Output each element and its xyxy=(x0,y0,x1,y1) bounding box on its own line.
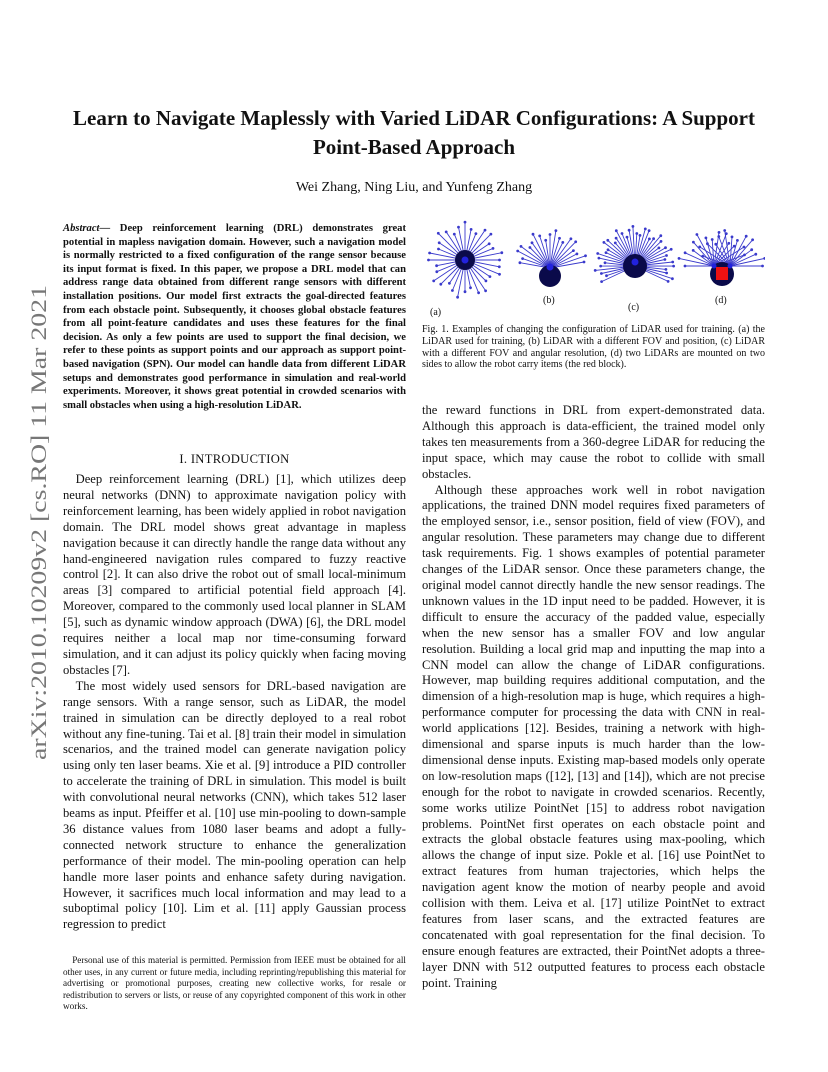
ray-endpoint xyxy=(606,239,609,242)
ray-endpoint xyxy=(692,241,695,244)
ray-endpoint xyxy=(705,237,708,240)
ray-endpoint xyxy=(445,231,448,234)
figure-caption: Fig. 1. Examples of changing the configuration of LiDAR used for training. (a) the LiDAR used for training, (b) LiDAR with a different FOV and position, (c) LiDAR with a different FOV and angular resolution, (d) two LiDARs are mounted on two sides to allow the robot carry items (the red block). xyxy=(422,324,765,371)
ray-endpoint xyxy=(475,232,478,235)
ray-endpoint xyxy=(615,229,618,232)
ray-endpoint xyxy=(598,257,601,260)
ray-endpoint xyxy=(684,265,687,268)
ray-endpoint xyxy=(498,265,501,268)
ray-endpoint xyxy=(572,249,575,252)
ray-endpoint xyxy=(521,257,524,260)
paper-authors: Wei Zhang, Ning Liu, and Yunfeng Zhang xyxy=(295,180,533,195)
ray-endpoint xyxy=(723,229,726,232)
paragraph: Although these approaches work well in robot navigation applications, the trained DNN model requires fixed parameters of the employed sensor, i.e., sensor position, field of view (FOV), and angular resolution. These parameters may change due to different task requirements. Fig. 1 shows examples of potential parameter changes of the LiDAR sensor. Once these parameters change, the original model cannot directly handle the new sensor readings. The unknown values in the 1D input need to be padded. However, it is difficult to ensure the accuracy of the padded value, especially when the new sensor has a smaller FOV and low angular resolution. Building a local grid map and inputting the map into a CNN model can allow the change of LiDAR configurations. However, map building requires additional computation, and the dimension of a high-resolution map is huge, which requires a high-performance computer for processing the data with CNN in real-world applications [12]. Besides, training a network with high-dimensional and sparse inputs is much harder than the low-dimensional dense inputs. Existing map-based models only operate on low-resolution maps ([12], [13] and [14]), which are not precise enough for the robot to navigate in crowded scenarios. Recently, some works utilize PointNet [15] to address robot navigation problems. PointNet first operates on each obstacle point and extracts the global obstacle features using max-pooling, which allows the change of input size. Pokle et al. [16] use PointNet to extract features from human trajectories, which helps the navigation agent know the motion of nearby people and avoid collision with them. Leiva et al. [17] utilize PointNet to extract features from laser scans, and the extracted features are concatenated with goal representation for the final decision. To ensure enough features are extracted, their PointNet adopts a three-layer DNN with 512 outputted features to process each obstacle point. Training xyxy=(422,482,765,990)
ray-endpoint xyxy=(672,265,675,268)
ray-endpoint xyxy=(435,270,438,273)
ray-endpoint xyxy=(498,259,501,262)
ray-endpoint xyxy=(519,261,522,264)
paragraph: the reward functions in DRL from expert-demonstrated data. Although this approach is data-efficient, the trained model only takes ten measurements from a 360-degree LiDAR for reducing the input space, which may cause the robot to collide with small obstacles. xyxy=(422,403,765,481)
ray-endpoint xyxy=(678,257,681,260)
ray-endpoint xyxy=(664,246,667,249)
ray-endpoint xyxy=(451,289,454,292)
robot-body xyxy=(623,254,647,278)
ray-endpoint xyxy=(754,253,757,256)
ray-endpoint xyxy=(696,233,699,236)
ray-endpoint xyxy=(736,239,739,242)
subfigure-label-a: (a) xyxy=(430,307,442,318)
ray-endpoint xyxy=(532,233,535,236)
ray-endpoint xyxy=(665,272,668,275)
ray-endpoint xyxy=(500,251,503,254)
ray-endpoint xyxy=(456,296,459,299)
arxiv-stamp xyxy=(22,285,54,760)
ray-endpoint xyxy=(584,254,587,257)
copyright-footnote xyxy=(63,955,406,1013)
ray-endpoint xyxy=(544,239,547,242)
ray-endpoint xyxy=(658,247,661,250)
carried-item xyxy=(716,267,728,280)
abstract xyxy=(63,222,406,412)
ray-endpoint xyxy=(727,242,730,245)
ray-endpoint xyxy=(464,221,467,224)
ray-endpoint xyxy=(439,283,442,286)
ray-endpoint xyxy=(717,235,720,238)
ray-endpoint xyxy=(621,232,624,235)
ray-endpoint xyxy=(464,290,467,293)
ray-endpoint xyxy=(529,246,532,249)
ray-endpoint xyxy=(701,255,704,258)
ray-endpoint xyxy=(632,225,635,228)
ray-endpoint xyxy=(692,249,695,252)
ray-endpoint xyxy=(660,240,663,243)
ray-endpoint xyxy=(435,264,438,267)
footnote-text: Personal use of this material is permitted. Permission from IEEE must be obtained for all other uses, in any current or future media, including reprinting/republishing this material for advertising or promotional purposes, creating new collective works, for resale or redistribution to servers or lists, or reuse of any copyrighted component of this work in other works. xyxy=(63,955,406,1012)
ray-endpoint xyxy=(538,235,541,238)
ray-endpoint xyxy=(558,237,561,240)
ray-endpoint xyxy=(665,254,668,257)
ray-endpoint xyxy=(626,236,629,239)
ray-endpoint xyxy=(648,229,651,232)
lidar-figure xyxy=(422,220,765,320)
paper-title: Learn to Navigate Maplessly with Varied LiDAR Configurations: A Support Point-Based Approach xyxy=(73,106,755,159)
ray-endpoint xyxy=(490,233,493,236)
ray-endpoint xyxy=(594,269,597,272)
right-column-body xyxy=(422,403,765,992)
subfigure-label-b: (b) xyxy=(543,295,555,306)
ray-endpoint xyxy=(718,231,721,234)
ray-endpoint xyxy=(635,232,638,235)
lidar-sensor xyxy=(547,264,554,271)
ray-endpoint xyxy=(698,246,701,249)
ray-endpoint xyxy=(711,238,714,241)
ray-endpoint xyxy=(605,251,608,254)
ray-endpoint xyxy=(714,243,717,246)
ray-endpoint xyxy=(751,238,754,241)
ray-endpoint xyxy=(574,240,577,243)
ray-endpoint xyxy=(453,233,456,236)
arxiv-identifier: arXiv:2010.10209v2 [cs.RO] 11 Mar 2021 xyxy=(26,384,51,760)
ray-endpoint xyxy=(706,242,709,245)
lidar-ray xyxy=(521,246,550,268)
ray-endpoint xyxy=(576,253,579,256)
ray-endpoint xyxy=(485,280,488,283)
ray-endpoint xyxy=(516,250,519,253)
ray-endpoint xyxy=(437,232,440,235)
section-heading: I. INTRODUCTION xyxy=(179,452,290,466)
abstract-text: — Deep reinforcement learning (DRL) demonstrates great potential in mapless navigation domain. However, such a navigation model is normally restricted to a fixed configuration of the range sensor because its input format is fixed. In this paper, we propose a DRL model that can address range data obtained from different range sensors with different installation positions. Our model first extracts the goal-directed features from each obstacle point. Subsequently, it chooses global obstacle features from all point-feature candidates and uses these features for the final decision. As only a few points are used to support the final decision, we refer to these points as support points and our approach as support point-based navigation (SPN). Our model can handle data from different LiDAR setups and demonstrates good performance in simulation and real-world experiments. Moreover, it shows great potential in crowded scenarios with small obstacles when using a high-resolution LiDAR. xyxy=(63,223,406,411)
subfigure-label-c: (c) xyxy=(628,302,640,313)
ray-endpoint xyxy=(664,258,667,261)
subfigure-c xyxy=(594,225,675,283)
ray-endpoint xyxy=(615,237,618,240)
ray-endpoint xyxy=(492,247,495,250)
ray-endpoint xyxy=(583,261,586,264)
paragraph: The most widely used sensors for DRL-based navigation are range sensors. With a range sensor, such as LiDAR, the model trained in simulation can be directly deployed to a real robot without any fine-tuning. Tai et al. [8] train their model in simulation scenarios, and the trained model can generate navigation policy using only ten laser beams. Xie et al. [9] introduce a PID controller to accelerate the training of DRL in simulation. This model is built with convolutional neural networks (CNN), which takes 512 laser beams as input. Pfeiffer et al. [10] use min-pooling to down-sample 36 distance values from 1080 laser beams and adopt a fully-connected network structure to enhance the generalization performance of their model. The min-pooling operation can help handle more laser points and enhance safety during navigation. However, it sacrifices much local information and may lead to a suboptimal policy [10]. Lim et al. [11] apply Gaussian process regression to predict xyxy=(63,678,406,932)
ray-endpoint xyxy=(639,234,642,237)
ray-endpoint xyxy=(488,242,491,245)
ray-endpoint xyxy=(667,280,670,283)
ray-endpoint xyxy=(671,261,674,264)
abstract-label: Abstract xyxy=(63,223,100,234)
ray-endpoint xyxy=(731,236,734,239)
subfigure-label-d: (d) xyxy=(715,295,727,306)
ray-endpoint xyxy=(531,241,534,244)
lidar-sensor-left xyxy=(712,264,717,269)
ray-endpoint xyxy=(570,237,573,240)
ray-endpoint xyxy=(469,286,472,289)
ray-endpoint xyxy=(604,261,607,264)
ray-endpoint xyxy=(671,277,674,280)
ray-endpoint xyxy=(599,265,602,268)
ray-endpoint xyxy=(659,234,662,237)
ray-endpoint xyxy=(484,229,487,232)
lidar-sensor-right xyxy=(728,264,733,269)
ray-endpoint xyxy=(684,251,687,254)
lidar-ray xyxy=(550,239,571,268)
ray-endpoint xyxy=(600,272,603,275)
ray-endpoint xyxy=(484,289,487,292)
ray-endpoint xyxy=(603,241,606,244)
ray-endpoint xyxy=(644,228,647,231)
subfigure-d xyxy=(678,229,765,286)
ray-endpoint xyxy=(648,238,651,241)
ray-endpoint xyxy=(750,248,753,251)
ray-endpoint xyxy=(477,291,480,294)
ray-endpoint xyxy=(605,274,608,277)
ray-endpoint xyxy=(670,248,673,251)
paragraph: Deep reinforcement learning (DRL) [1], which utilizes deep neural networks (DNN) to approximate navigation policy with reinforcement learning, has been widely applied in robot navigation domain. The DRL model shows great advantage in mapless navigation because it can directly handle the range data without any hand-engineered navigation rules compared to fuzzy reactive control [2]. It can also drive the robot out of small local-minimum areas [3] compared to artificial potential field approach [4]. Moreover, compared to the commonly used local planner in SLAM [5], such as dynamic window approach (DWA) [6], the DRL model requires neither a local map nor time-consuming forward simulation, and it can adjust its policy quickly when facing moving obstacles [7]. xyxy=(63,472,406,677)
ray-endpoint xyxy=(596,252,599,255)
ray-endpoint xyxy=(428,252,431,255)
ray-endpoint xyxy=(628,229,631,232)
ray-endpoint xyxy=(761,265,764,268)
ray-endpoint xyxy=(457,226,460,229)
ray-endpoint xyxy=(498,273,501,276)
ray-endpoint xyxy=(437,248,440,251)
lidar-ray xyxy=(550,251,573,268)
ray-endpoint xyxy=(432,280,435,283)
lidar-ray xyxy=(532,243,550,268)
ray-endpoint xyxy=(763,257,765,260)
ray-endpoint xyxy=(652,237,655,240)
ray-endpoint xyxy=(438,241,441,244)
ray-endpoint xyxy=(549,233,552,236)
ray-endpoint xyxy=(600,280,603,283)
ray-endpoint xyxy=(448,282,451,285)
ray-endpoint xyxy=(427,259,430,262)
left-column-body xyxy=(63,472,406,933)
ray-endpoint xyxy=(520,245,523,248)
ray-endpoint xyxy=(614,242,617,245)
ray-endpoint xyxy=(489,275,492,278)
ray-endpoint xyxy=(561,241,564,244)
ray-endpoint xyxy=(470,228,473,231)
ray-endpoint xyxy=(665,268,668,271)
ray-endpoint xyxy=(607,248,610,251)
subfigure-a xyxy=(427,221,503,299)
subfigure-b xyxy=(516,229,587,287)
ray-endpoint xyxy=(555,229,558,232)
lidar-sensor xyxy=(632,259,639,266)
ray-endpoint xyxy=(745,235,748,238)
lidar-sensor xyxy=(462,257,469,264)
